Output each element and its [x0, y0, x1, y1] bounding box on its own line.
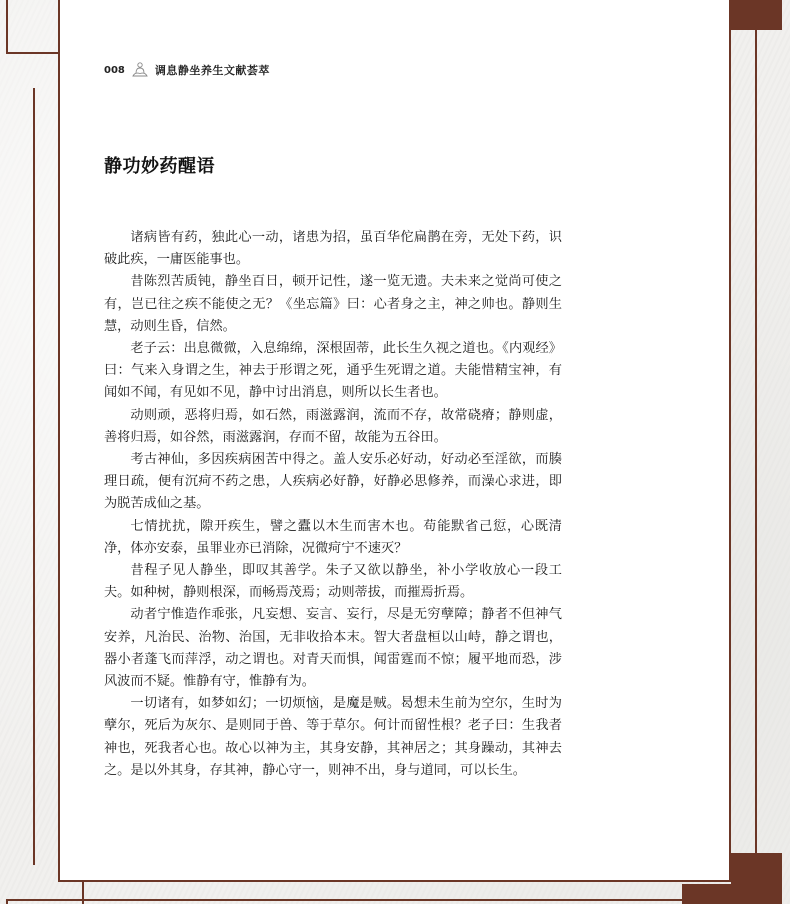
paragraph: 七情扰扰，隙开疾生，譬之蠹以木生而害木也。苟能默省己愆，心既清净，体亦安泰，虽罪业亦已消除，况微疴宁不速灭？: [104, 518, 562, 556]
frame-block-bottom-right: [731, 853, 782, 904]
paragraph: 动则顽，恶将归焉，如石然，雨滋露润，流而不存，故常硗瘠；静则虚，善将归焉，如谷然，雨滋露润，存而不留，故能为五谷田。: [104, 407, 562, 445]
chapter-title: 静功妙药醒语: [104, 156, 215, 177]
paragraph: 老子云：出息微微，入息绵绵，深根固蒂，此长生久视之道也。《内观经》曰：气来入身谓之生，神去于形谓之死，通乎生死谓之道。夫能惜精宝神，有闻如不闻，有见如不见，静中讨出消息，则所以长生者也。: [104, 341, 562, 401]
frame-line-top-left-vertical: [6, 0, 8, 54]
paragraph: 昔程子见人静坐，即叹其善学。朱子又欲以静坐，补小学收放心一段工夫。如种树，静则根深，而畅焉茂焉；动则蒂拔，而摧焉折焉。: [104, 563, 562, 601]
frame-line-bottom-left-vertical: [6, 899, 8, 904]
book-title: 调息静坐养生文献荟萃: [154, 64, 270, 77]
frame-line-top-left-horizontal: [6, 52, 60, 54]
paragraph: 昔陈烈苦质钝，静坐百日，顿开记性，遂一览无遗。夫未来之觉尚可使之有，岂已往之疾不能使之无？《坐忘篇》曰：心者身之主，神之帅也。静则生慧，动则生昏，信然。: [104, 274, 562, 334]
frame-block-bottom-extension: [682, 884, 734, 904]
page-number: 008: [104, 64, 125, 76]
body-text: [104, 227, 562, 782]
running-header: [104, 62, 270, 78]
frame-line-left-inner: [33, 88, 35, 865]
paragraph: 诸病皆有药，独此心一动，诸患为招，虽百华佗扁鹊在旁，无处下药，识破此疾，一庸医能事也。: [104, 230, 562, 268]
paragraph: 一切诸有，如梦如幻；一切烦恼，是魔是贼。曷想未生前为空尔，生时为孽尔，死后为灰尔、是则同于兽、等于草尔。何计而留性根？老子曰：生我者神也，死我者心也。故心以神为主，其身安静，其神居之；其身躁动，其神去之。是以外其身，存其神，静心守一，则神不出，身与道同，可以长生。: [104, 696, 562, 778]
frame-line-bottom-horizontal: [6, 899, 683, 901]
meditating-figure-icon: [131, 62, 149, 78]
frame-line-right-outer: [755, 30, 757, 855]
frame-block-top-right: [731, 0, 782, 30]
paragraph: 考古神仙，多因疾病困苦中得之。盖人安乐必好动，好动必至淫欲，而腠理日疏，便有沉疴不药之患，人疾病必好静，好静必思修养，而澡心求进，即为脱苦成仙之基。: [104, 452, 562, 512]
paragraph: 动者宁惟造作乖张，凡妄想、妄言、妄行，尽是无穷孽障；静者不但神气安养，凡治民、治物、治国，无非收拾本末。智大者盘桓以山峙，静之谓也，器小者蓬飞而萍浮，动之谓也。对青天而惧，闻雷霆而不惊；履平地而恐，涉风波而不疑。惟静有守，惟静有为。: [104, 607, 562, 690]
